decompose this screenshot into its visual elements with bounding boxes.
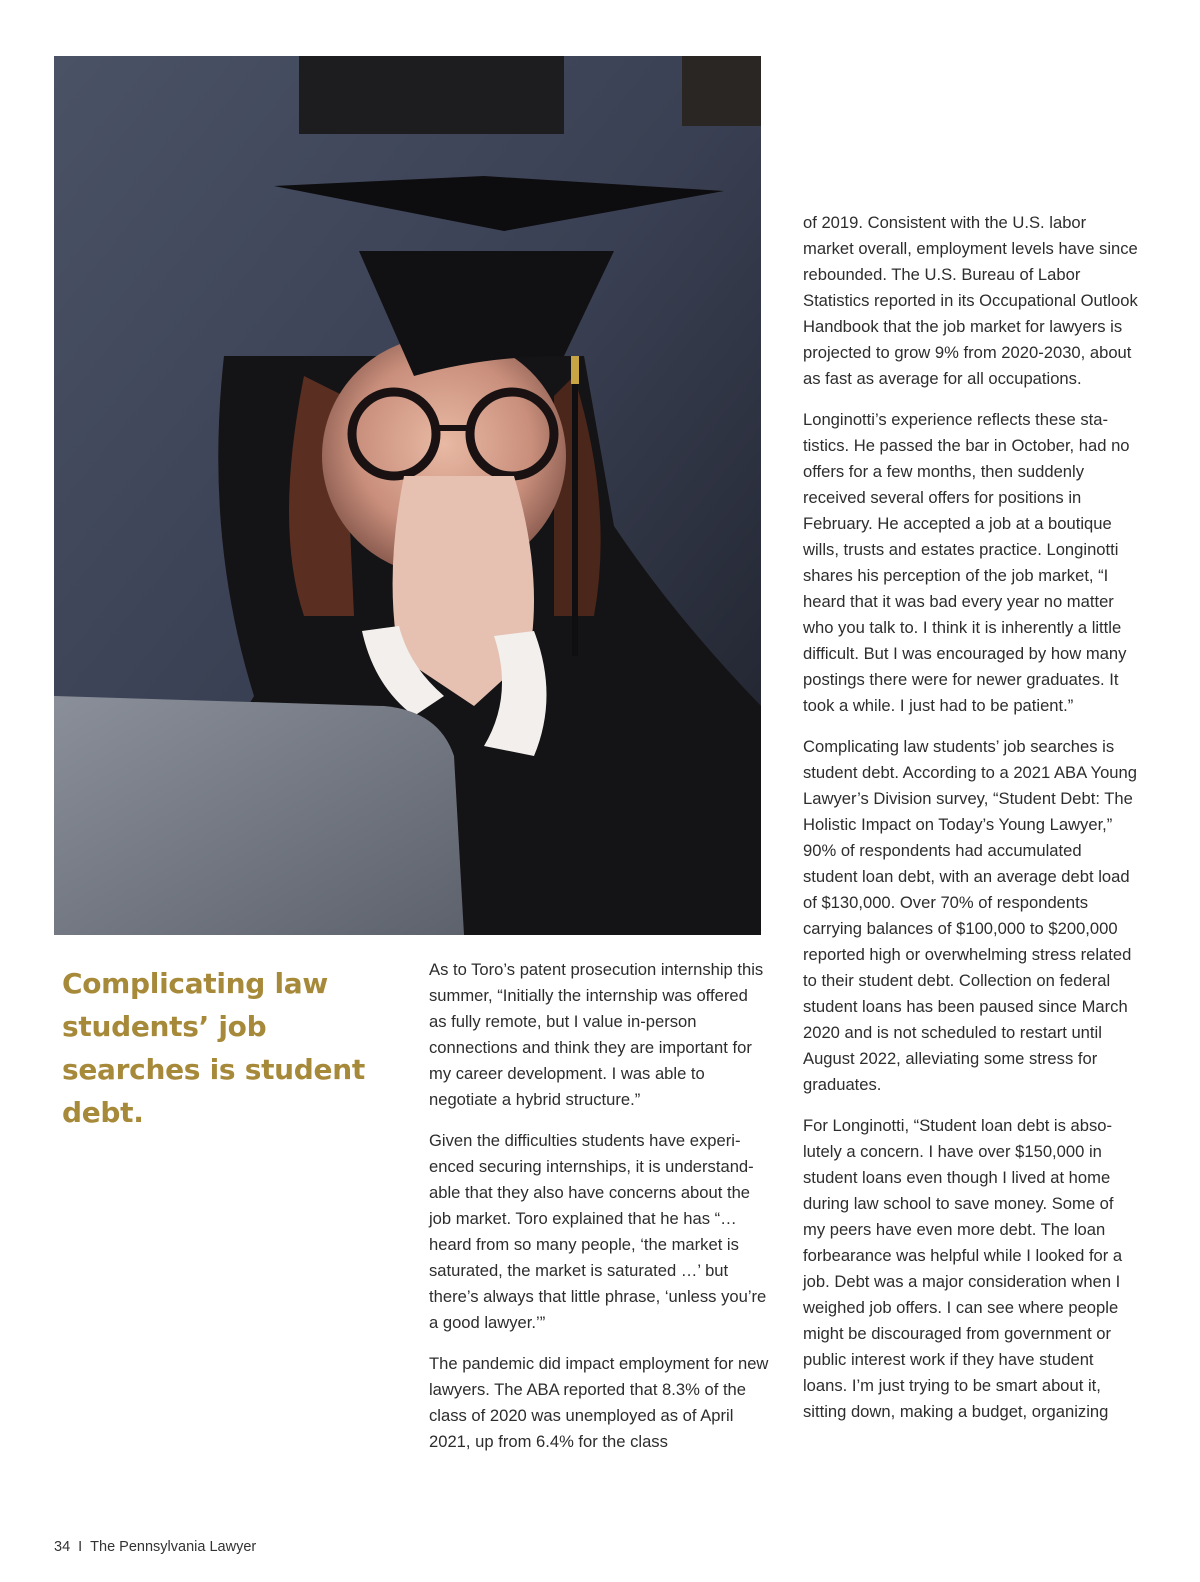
paragraph: Longinotti’s experience reflects these statistics. He passed the bar in October, had no offers for a few months, then suddenly received several offers for positions in February. He accepted a job at a boutique wills, trusts and estates practice. Longinotti shares his perception of the job market, “I heard that it was bad every year no matter who you talk to. I think it is inherently a little difficult. But I was encouraged by how many postings there were for newer graduates. It took a while. I just had to be patient.” <box>803 410 1130 715</box>
pull-quote: Complicating law students’ job searches is student debt. <box>62 967 365 1129</box>
graduate-photo <box>54 56 761 935</box>
paragraph: of 2019. Consistent with the U.S. labor market overall, employment levels have since rebounded. The U.S. Bureau of Labor Statistics reported in its Occupational Outlook Handbook that the job market for lawyers is projected to grow 9% from 2020-2030, about as fast as average for all occupations. <box>803 213 1138 388</box>
paragraph: As to Toro’s patent prosecution internship this summer, “Initially the internship was offered as fully remote, but I value in-person connections and think they are important for my career development. I was able to negotiate a hybrid structure.” <box>429 960 764 1109</box>
paragraph: For Longinotti, “Student loan debt is absolutely a concern. I have over $150,000 in student loans even though I lived at home during law school to save money. Some of my peers have even more debt. The loan forbearance was helpful while I looked for a job. Debt was a major consideration when I weighed job offers. I can see where people might be discouraged from government or public interest work if they have student loans. I’m just trying to be smart about it, sitting down, making a budget, organizing <box>803 1116 1123 1421</box>
page-number: 34 <box>54 1539 71 1555</box>
footer-separator: I <box>78 1539 83 1555</box>
paragraph: The pandemic did impact employment for new lawyers. The ABA reported that 8.3% of the class of 2020 was unemployed as of April 2021, up from 6.4% for the class <box>429 1354 769 1451</box>
article-column-middle <box>429 957 769 1470</box>
page-footer <box>54 1539 256 1555</box>
paragraph: Complicating law students’ job searches is student debt. According to a 2021 ABA Young Lawyer’s Division survey, “Student Debt: The Holistic Impact on Today’s Young Lawyer,” 90% of respondents had accumulated student loan debt, with an average debt load of $130,000. Over 70% of respondents carrying balances of $100,000 to $200,000 reported high or overwhelming stress related to their student debt. Collection on federal student loans has been paused since March 2020 and is not scheduled to restart until August 2022, alleviating some stress for graduates. <box>803 737 1137 1094</box>
paragraph: Given the difficulties students have experienced securing internships, it is understandable that they also have concerns about the job market. Toro explained that he has “… heard from so many people, ‘the market is saturated, the market is saturated …’ but there’s always that little phrase, ‘unless you’re a good lawyer.’” <box>429 1131 767 1332</box>
article-column-right <box>803 210 1139 1440</box>
publication-name: The Pennsylvania Lawyer <box>90 1539 257 1555</box>
